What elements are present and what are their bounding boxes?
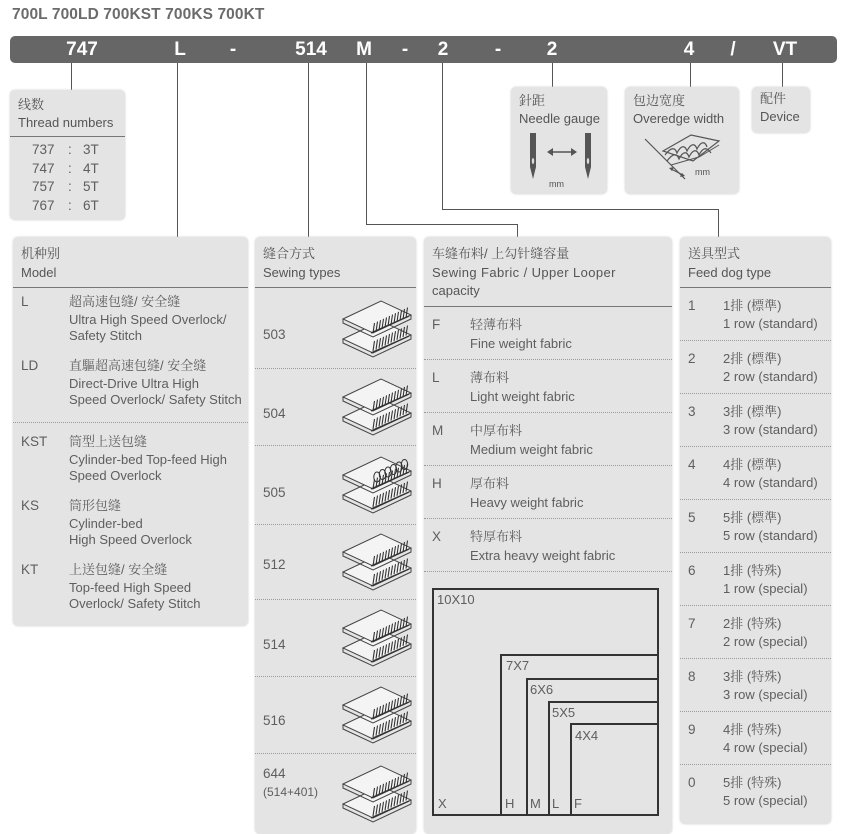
model-name-en: Safety Stitch xyxy=(69,328,142,343)
feed-name-zh: 5排 (特殊) xyxy=(723,775,782,790)
model-code: LD xyxy=(21,358,39,373)
feed-dog-panel xyxy=(680,237,831,824)
thread-sep: : xyxy=(68,179,72,194)
thread-value: 3T xyxy=(83,142,99,157)
feed-name-en: 1 row (standard) xyxy=(723,316,818,331)
feed-name-zh: 2排 (標準) xyxy=(723,351,782,366)
feed-name-en: 3 row (special) xyxy=(723,687,808,702)
overedge-unit: mm xyxy=(695,167,710,177)
code-dash: - xyxy=(494,39,502,60)
row-separator xyxy=(424,359,672,360)
model-name-en: Cylinder-bed xyxy=(69,516,143,531)
stitch-diagram-icon xyxy=(341,528,413,596)
feed-code: 9 xyxy=(688,722,696,737)
feed-name-zh: 5排 (標準) xyxy=(723,510,782,525)
needle-header-en: Needle gauge xyxy=(519,111,600,126)
model-name-en: Ultra High Speed Overlock/ xyxy=(69,312,227,327)
capacity-letter: F xyxy=(574,796,582,811)
code-feed: 2 xyxy=(437,39,449,60)
sewing-type-row xyxy=(255,289,416,368)
row-separator xyxy=(680,340,831,341)
thread-sep: : xyxy=(68,160,72,176)
thread-sep: : xyxy=(68,142,72,157)
feed-code: 7 xyxy=(688,616,696,631)
feed-name-zh: 4排 (標準) xyxy=(723,457,782,472)
model-name-en: Speed Overlock xyxy=(69,468,162,483)
sewing-type-row xyxy=(255,753,416,834)
model-header-en: Model xyxy=(21,265,57,280)
overedge-width-panel xyxy=(625,87,739,194)
capacity-letter: X xyxy=(438,796,447,811)
model-name-zh: 筒形包缝 xyxy=(69,498,122,513)
sewing-type-code: 516 xyxy=(263,713,286,728)
fabric-name-en: Medium weight fabric xyxy=(470,442,593,457)
device-panel xyxy=(752,87,810,133)
feed-header-zh: 送具型式 xyxy=(688,246,741,261)
feed-name-zh: 1排 (標準) xyxy=(723,298,782,313)
row-separator xyxy=(424,412,672,413)
model-code: L xyxy=(21,294,29,309)
capacity-label: 5X5 xyxy=(552,705,576,720)
sewing-type-code: 514 xyxy=(263,637,286,652)
feed-name-en: 3 row (standard) xyxy=(723,422,818,437)
thread-numbers-panel xyxy=(10,90,125,220)
feed-name-en: 4 row (special) xyxy=(723,740,808,755)
row-separator xyxy=(680,499,831,500)
row-separator xyxy=(424,465,672,466)
fabric-name-en: Light weight fabric xyxy=(470,389,575,404)
feed-name-en: 5 row (special) xyxy=(723,793,808,808)
feed-name-en: 4 row (standard) xyxy=(723,475,818,490)
code-needle: 2 xyxy=(546,39,558,60)
sewing-type-row xyxy=(255,368,416,445)
stitch-diagram-icon xyxy=(341,760,413,828)
code-dash: - xyxy=(401,39,409,60)
feed-code: 5 xyxy=(688,510,696,525)
capacity-diagram xyxy=(429,588,662,819)
code-slash: / xyxy=(730,39,736,60)
fabric-name-en: Extra heavy weight fabric xyxy=(470,548,616,563)
device-header-zh: 配件 xyxy=(760,91,787,106)
row-separator xyxy=(680,393,831,394)
model-name-zh: 直驅超高速包缝/ 安全缝 xyxy=(69,358,207,373)
model-code: KS xyxy=(21,498,40,513)
overedge-icon xyxy=(641,131,725,187)
feed-code: 3 xyxy=(688,404,696,419)
thread-sep: : xyxy=(68,197,72,213)
capacity-letter: L xyxy=(552,796,560,811)
feed-name-en: 2 row (standard) xyxy=(723,369,818,384)
code-dash: - xyxy=(229,39,237,60)
fabric-code: H xyxy=(432,476,442,491)
thread-code: 767 xyxy=(32,197,55,213)
page-title: 700L 700LD 700KST 700KS 700KT xyxy=(12,6,265,23)
feed-code: 6 xyxy=(688,563,696,578)
feed-name-en: 1 row (special) xyxy=(723,581,808,596)
fabric-header-zh: 车缝布料/ 上勾针缝容量 xyxy=(432,246,570,261)
fabric-code: M xyxy=(432,423,444,438)
stitch-diagram-icon xyxy=(341,373,413,441)
feed-name-en: 2 row (special) xyxy=(723,634,808,649)
stitch-diagram-icon xyxy=(341,681,413,749)
stitch-diagram-icon xyxy=(341,295,413,363)
feed-code: 2 xyxy=(688,351,696,366)
feed-name-zh: 2排 (特殊) xyxy=(723,616,782,631)
model-name-zh: 超高速包缝/ 安全缝 xyxy=(69,294,181,309)
fabric-header-en2: capacity xyxy=(432,283,480,298)
feed-code: 0 xyxy=(688,775,696,790)
thread-value: 5T xyxy=(83,179,99,194)
sewing-type-code: 504 xyxy=(263,406,286,421)
row-separator xyxy=(680,446,831,447)
needle-gauge-panel xyxy=(511,87,607,194)
capacity-label: 4X4 xyxy=(575,728,599,743)
feed-header-en: Feed dog type xyxy=(688,265,772,280)
code-device: VT xyxy=(772,39,798,60)
sewing-type-row xyxy=(255,599,416,676)
model-name-en: Speed Overlock/ Safety Stitch xyxy=(69,392,242,407)
feed-name-zh: 3排 (特殊) xyxy=(723,669,782,684)
model-name-en: Cylinder-bed Top-feed High xyxy=(69,452,228,467)
sewing-type-code: 512 xyxy=(263,557,286,572)
code-overedge: 4 xyxy=(683,39,695,60)
fabric-name-zh: 厚布料 xyxy=(470,476,510,491)
row-separator xyxy=(680,552,831,553)
fabric-name-zh: 轻薄布料 xyxy=(470,317,523,332)
fabric-name-en: Heavy weight fabric xyxy=(470,495,584,510)
thread-value: 4T xyxy=(83,160,99,176)
needle-header-zh: 針距 xyxy=(519,93,546,108)
capacity-letter: H xyxy=(505,796,515,811)
fabric-name-zh: 薄布料 xyxy=(470,370,510,385)
row-separator xyxy=(424,518,672,519)
model-name-en: Direct-Drive Ultra High xyxy=(69,376,200,391)
thread-header-zh: 线数 xyxy=(18,97,45,112)
sewing-types-panel xyxy=(255,237,416,834)
feed-name-zh: 3排 (標準) xyxy=(723,404,782,419)
sewing-header-en: Sewing types xyxy=(263,265,341,280)
fabric-code: F xyxy=(432,317,441,332)
feed-code: 4 xyxy=(688,457,696,472)
fabric-name-en: Fine weight fabric xyxy=(470,336,572,351)
thread-header-en: Thread numbers xyxy=(18,115,114,130)
model-panel xyxy=(13,237,248,626)
stitch-diagram-icon xyxy=(341,451,413,519)
feed-name-zh: 1排 (特殊) xyxy=(723,563,782,578)
sewing-fabric-panel xyxy=(424,237,672,834)
code-thread: 747 xyxy=(66,39,98,60)
code-fabric: M xyxy=(356,39,372,60)
capacity-label: 10X10 xyxy=(437,592,475,607)
sewing-header-zh: 缝合方式 xyxy=(263,246,316,261)
sewing-type-code: 505 xyxy=(263,485,286,500)
capacity-label: 7X7 xyxy=(506,658,530,673)
stitch-diagram-icon xyxy=(341,604,413,672)
fabric-code: L xyxy=(432,370,440,385)
model-header-zh: 机种别 xyxy=(21,246,61,261)
model-code: KST xyxy=(21,434,48,449)
device-header-en: Device xyxy=(760,109,800,124)
model-name-en: Top-feed High Speed xyxy=(69,580,192,595)
row-separator xyxy=(680,764,831,765)
row-separator xyxy=(680,711,831,712)
model-code-bar xyxy=(10,36,837,63)
thread-code: 747 xyxy=(32,160,55,176)
capacity-label: 6X6 xyxy=(530,682,554,697)
code-model: L xyxy=(174,39,186,60)
thread-value: 6T xyxy=(83,197,99,213)
sewing-type-row xyxy=(255,676,416,753)
feed-code: 8 xyxy=(688,669,696,684)
overedge-header-en: Overedge width xyxy=(633,111,725,126)
model-code: KT xyxy=(21,562,39,577)
fabric-name-zh: 中厚布料 xyxy=(470,423,523,438)
row-separator xyxy=(680,605,831,606)
sewing-type-sub: (514+401) xyxy=(263,785,319,799)
sewing-type-row xyxy=(255,445,416,524)
overedge-header-zh: 包边宽度 xyxy=(633,93,686,108)
feed-code: 1 xyxy=(688,298,696,313)
model-name-zh: 筒型上送包缝 xyxy=(69,434,148,449)
sewing-type-code: 503 xyxy=(263,327,286,342)
model-name-zh: 上送包缝/ 安全缝 xyxy=(69,562,168,577)
sewing-type-row xyxy=(255,524,416,599)
sewing-type-code: 644 xyxy=(263,766,286,781)
fabric-name-zh: 特厚布料 xyxy=(470,529,523,544)
fabric-header-en1: Sewing Fabric / Upper Looper xyxy=(432,265,616,280)
capacity-letter: M xyxy=(530,796,541,811)
row-separator xyxy=(680,658,831,659)
model-name-en: High Speed Overlock xyxy=(69,532,192,547)
feed-name-zh: 4排 (特殊) xyxy=(723,722,782,737)
fabric-code: X xyxy=(432,529,442,544)
model-name-en: Overlock/ Safety Stitch xyxy=(69,596,201,611)
thread-code: 757 xyxy=(32,179,55,194)
needle-unit: mm xyxy=(549,179,564,189)
code-sewing: 514 xyxy=(295,39,327,60)
feed-name-en: 5 row (standard) xyxy=(723,528,818,543)
row-separator xyxy=(424,571,672,572)
thread-code: 737 xyxy=(32,142,55,157)
